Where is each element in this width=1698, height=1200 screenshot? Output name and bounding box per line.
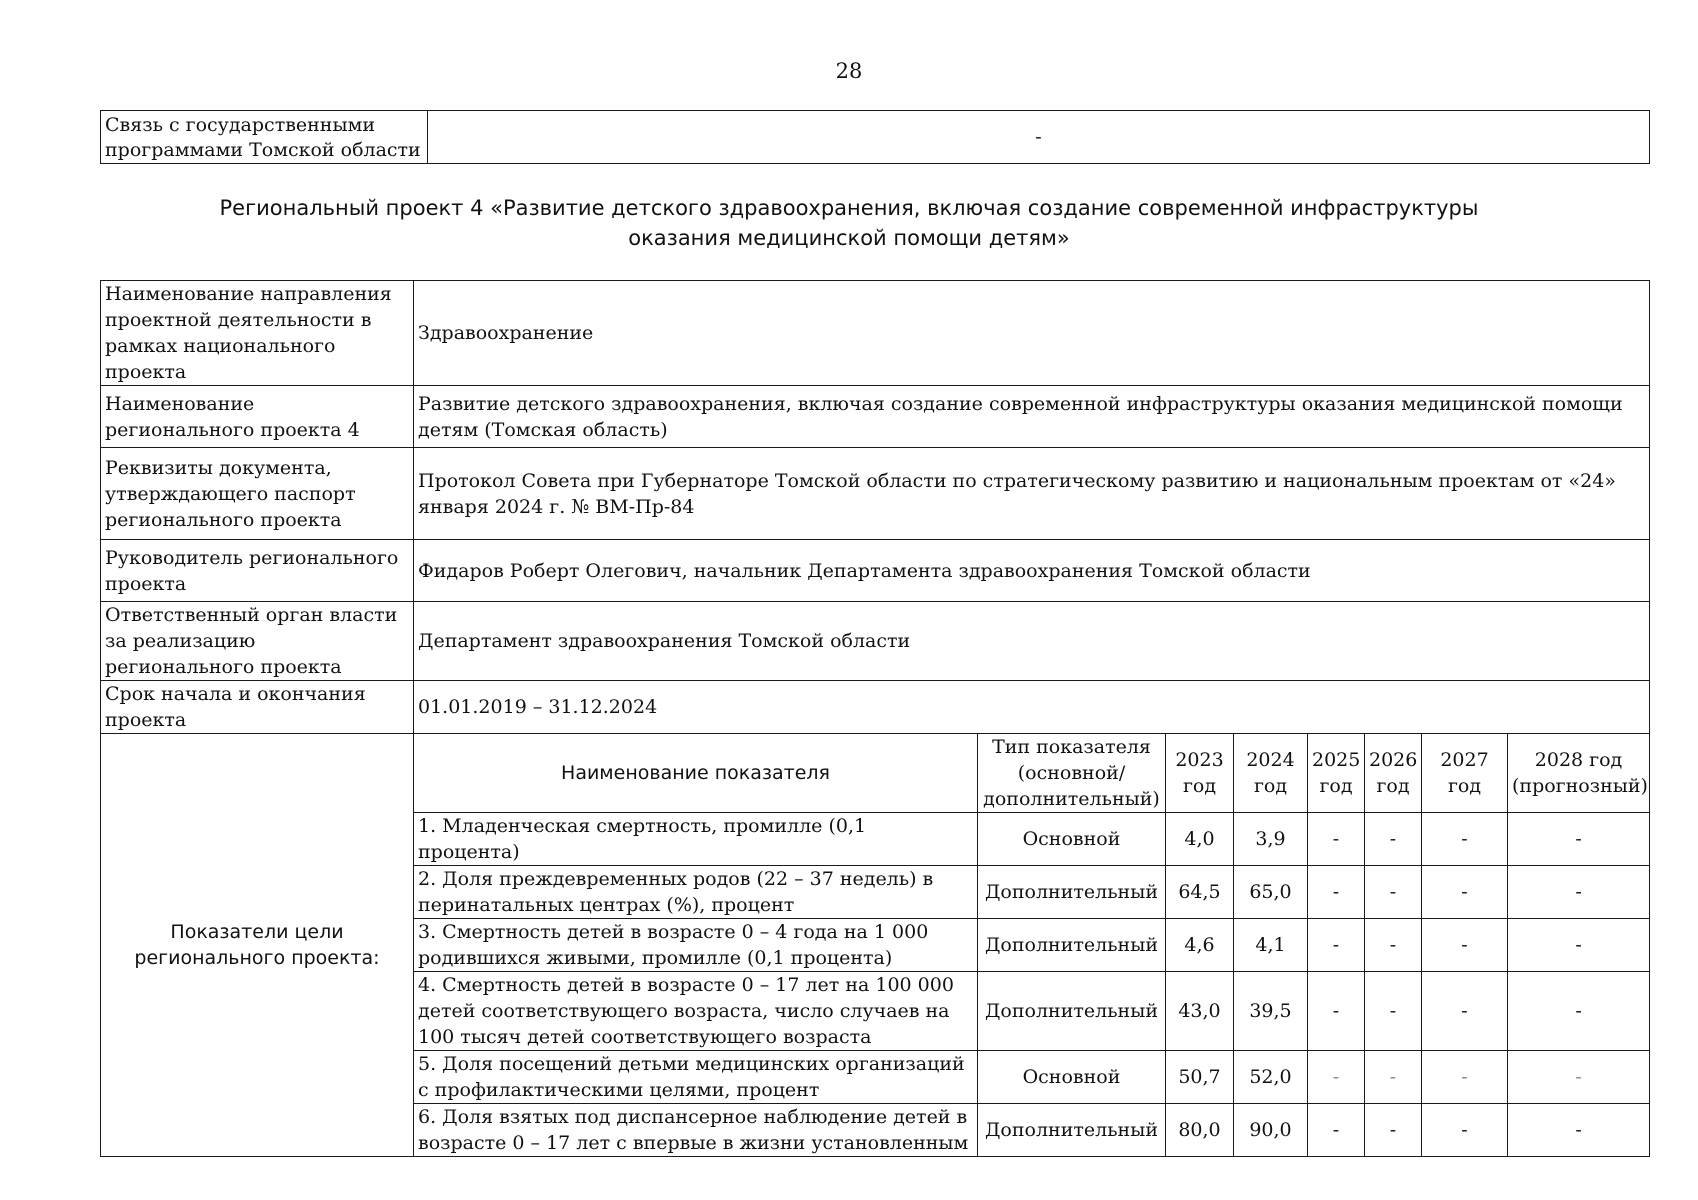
indicators-header-row	[101, 734, 1650, 813]
value-2028: -	[1508, 919, 1650, 972]
header-year-2024: 2024 год	[1234, 734, 1308, 813]
table-row	[101, 540, 1650, 602]
indicator-name: 6. Доля взятых под диспансерное наблюдение детей в возрасте 0 – 17 лет с впервые в жизни установленным	[414, 1104, 978, 1157]
row-value: 01.01.2019 – 31.12.2024	[414, 681, 1650, 734]
section-title-line-1: Региональный проект 4 «Развитие детского здравоохранения, включая создание современной инфраструктуры	[219, 196, 1479, 220]
value-2027: -	[1422, 1051, 1508, 1104]
value-2025: -	[1308, 972, 1365, 1051]
row-label: Срок начала и окончания проекта	[101, 681, 414, 734]
section-title-line-2: оказания медицинской помощи детям»	[628, 226, 1070, 250]
value-2026: -	[1365, 972, 1422, 1051]
value-2023: 4,0	[1166, 813, 1234, 866]
value-2026: -	[1365, 1104, 1422, 1157]
indicator-name: 5. Доля посещений детьми медицинских организаций с профилактическими целями, процент	[414, 1051, 978, 1104]
table-row	[101, 681, 1650, 734]
indicator-type: Основной	[978, 1051, 1166, 1104]
header-year-2028: 2028 год (прогнозный)	[1508, 734, 1650, 813]
value-2028: -	[1508, 1051, 1650, 1104]
value-2023: 64,5	[1166, 866, 1234, 919]
value-2027: -	[1422, 919, 1508, 972]
state-programs-table	[100, 110, 1650, 164]
value-2024: 4,1	[1234, 919, 1308, 972]
value-2026: -	[1365, 813, 1422, 866]
value-2027: -	[1422, 813, 1508, 866]
row-label: Реквизиты документа, утверждающего паспорт регионального проекта	[101, 448, 414, 540]
value-2023: 50,7	[1166, 1051, 1234, 1104]
state-programs-label: Связь с государственными программами Томской области	[101, 111, 428, 164]
indicator-name: 3. Смертность детей в возрасте 0 – 4 года на 1 000 родившихся живыми, промилле (0,1 процента)	[414, 919, 978, 972]
value-2025: -	[1308, 1051, 1365, 1104]
header-year-2026: 2026 год	[1365, 734, 1422, 813]
indicators-group-label: Показатели цели регионального проекта:	[101, 734, 414, 1157]
row-label: Ответственный орган власти за реализацию регионального проекта	[101, 602, 414, 681]
value-2028: -	[1508, 866, 1650, 919]
header-year-2025: 2025 год	[1308, 734, 1365, 813]
value-2024: 52,0	[1234, 1051, 1308, 1104]
indicator-type: Основной	[978, 813, 1166, 866]
header-year-2023: 2023 год	[1166, 734, 1234, 813]
indicator-type: Дополнительный	[978, 972, 1166, 1051]
row-value: Протокол Совета при Губернаторе Томской области по стратегическому развитию и национальным проектам от «24» января 2024 г. № ВМ-Пр-84	[414, 448, 1650, 540]
value-2027: -	[1422, 866, 1508, 919]
value-2028: -	[1508, 1104, 1650, 1157]
table-row	[101, 448, 1650, 540]
value-2023: 43,0	[1166, 972, 1234, 1051]
state-programs-value: -	[428, 111, 1650, 164]
value-2025: -	[1308, 1104, 1365, 1157]
project-passport-table	[100, 280, 1650, 1157]
value-2026: -	[1365, 919, 1422, 972]
section-title	[0, 193, 1698, 253]
header-indicator-name: Наименование показателя	[414, 734, 978, 813]
indicator-type: Дополнительный	[978, 1104, 1166, 1157]
table-row	[101, 281, 1650, 386]
value-2024: 3,9	[1234, 813, 1308, 866]
row-label: Наименование регионального проекта 4	[101, 386, 414, 448]
table-row	[101, 386, 1650, 448]
value-2025: -	[1308, 919, 1365, 972]
value-2027: -	[1422, 1104, 1508, 1157]
indicator-name: 4. Смертность детей в возрасте 0 – 17 лет на 100 000 детей соответствующего возраста, число случаев на 100 тысяч детей соответствующего возраста	[414, 972, 978, 1051]
indicator-name: 1. Младенческая смертность, промилле (0,1 процента)	[414, 813, 978, 866]
value-2028: -	[1508, 813, 1650, 866]
table-row	[101, 602, 1650, 681]
page-number: 28	[835, 59, 863, 83]
row-value: Развитие детского здравоохранения, включая создание современной инфраструктуры оказания медицинской помощи детям (Томская область)	[414, 386, 1650, 448]
value-2028: -	[1508, 972, 1650, 1051]
header-indicator-type: Тип показателя (основной/ дополнительный)	[978, 734, 1166, 813]
table-row	[101, 111, 1650, 164]
value-2026: -	[1365, 1051, 1422, 1104]
indicator-name: 2. Доля преждевременных родов (22 – 37 недель) в перинатальных центрах (%), процент	[414, 866, 978, 919]
value-2023: 4,6	[1166, 919, 1234, 972]
row-label: Руководитель регионального проекта	[101, 540, 414, 602]
indicator-type: Дополнительный	[978, 919, 1166, 972]
value-2024: 65,0	[1234, 866, 1308, 919]
value-2026: -	[1365, 866, 1422, 919]
value-2024: 90,0	[1234, 1104, 1308, 1157]
value-2025: -	[1308, 813, 1365, 866]
row-label: Наименование направления проектной деятельности в рамках национального проекта	[101, 281, 414, 386]
indicator-type: Дополнительный	[978, 866, 1166, 919]
value-2023: 80,0	[1166, 1104, 1234, 1157]
row-value: Фидаров Роберт Олегович, начальник Департамента здравоохранения Томской области	[414, 540, 1650, 602]
value-2025: -	[1308, 866, 1365, 919]
row-value: Здравоохранение	[414, 281, 1650, 386]
row-value: Департамент здравоохранения Томской области	[414, 602, 1650, 681]
header-year-2027: 2027 год	[1422, 734, 1508, 813]
value-2027: -	[1422, 972, 1508, 1051]
value-2024: 39,5	[1234, 972, 1308, 1051]
